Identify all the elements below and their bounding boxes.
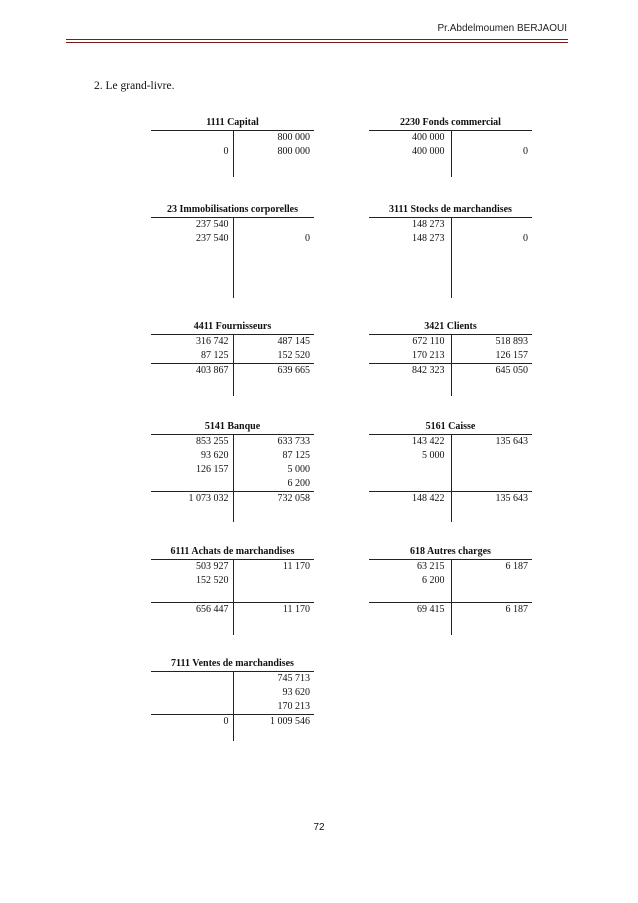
debit-cell: 0 xyxy=(223,716,229,727)
account-title: 1111 Capital xyxy=(206,117,259,128)
account-body xyxy=(151,217,314,298)
credit-cell xyxy=(233,588,315,602)
account-title: 5161 Caisse xyxy=(425,421,476,432)
debit-cell: 403 867 xyxy=(196,365,229,376)
account-body xyxy=(151,434,314,522)
debit-cell: 237 540 xyxy=(196,219,229,230)
credit-cell: 800 000 xyxy=(277,132,310,143)
account-divider xyxy=(233,435,234,522)
debit-cell: 5 000 xyxy=(422,450,445,461)
credit-cell: 5 000 xyxy=(287,464,310,475)
credit-cell: 87 125 xyxy=(282,450,310,461)
debit-cell: 0 xyxy=(223,146,229,157)
author-header: Pr.Abdelmoumen BERJAOUI xyxy=(437,23,567,34)
credit-cell: 126 157 xyxy=(495,350,528,361)
credit-cell: 6 187 xyxy=(505,604,528,615)
debit-cell xyxy=(369,588,451,602)
t-account-clients xyxy=(369,320,532,396)
account-title: 6111 Achats de marchandises xyxy=(170,546,295,557)
account-divider xyxy=(233,131,234,177)
account-divider xyxy=(451,560,452,635)
credit-cell: 518 893 xyxy=(495,336,528,347)
t-account-autres-charges xyxy=(369,545,532,635)
account-body xyxy=(151,671,314,741)
account-divider xyxy=(451,218,452,298)
credit-cell: 135 643 xyxy=(495,493,528,504)
credit-cell xyxy=(451,588,533,602)
section-title: 2. Le grand-livre. xyxy=(94,80,175,92)
debit-cell: 63 215 xyxy=(417,561,445,572)
debit-cell: 853 255 xyxy=(196,436,229,447)
debit-cell: 87 125 xyxy=(201,350,229,361)
account-body xyxy=(369,217,532,298)
credit-cell: 6 200 xyxy=(287,478,310,489)
account-body xyxy=(151,130,314,177)
account-divider xyxy=(451,435,452,522)
credit-cell: 152 520 xyxy=(277,350,310,361)
credit-cell xyxy=(451,131,533,145)
account-divider xyxy=(233,560,234,635)
debit-cell: 69 415 xyxy=(417,604,445,615)
debit-cell: 237 540 xyxy=(196,233,229,244)
credit-cell: 6 187 xyxy=(505,561,528,572)
t-account-fonds-commercial xyxy=(369,116,532,177)
account-body xyxy=(151,559,314,635)
account-divider xyxy=(451,335,452,396)
account-body xyxy=(369,434,532,522)
account-title: 7111 Ventes de marchandises xyxy=(171,658,294,669)
credit-cell xyxy=(233,574,315,588)
credit-cell: 93 620 xyxy=(282,687,310,698)
account-divider xyxy=(451,131,452,177)
credit-cell: 645 050 xyxy=(495,365,528,376)
account-title: 4411 Fournisseurs xyxy=(193,321,272,332)
debit-cell: 148 422 xyxy=(412,493,445,504)
debit-cell xyxy=(151,131,233,145)
credit-cell: 487 145 xyxy=(277,336,310,347)
t-account-ventes xyxy=(151,657,314,741)
credit-cell: 170 213 xyxy=(277,701,310,712)
credit-cell: 0 xyxy=(523,146,528,157)
debit-cell xyxy=(151,700,233,714)
debit-cell: 6 200 xyxy=(422,575,445,586)
t-account-banque xyxy=(151,420,314,522)
debit-cell xyxy=(151,686,233,700)
t-account-stocks xyxy=(369,203,532,298)
debit-cell: 126 157 xyxy=(196,464,229,475)
debit-cell xyxy=(151,477,233,491)
account-title: 2230 Fonds commercial xyxy=(400,117,501,128)
credit-cell: 1 009 546 xyxy=(270,716,310,727)
account-divider xyxy=(233,672,234,741)
page-number: 72 xyxy=(313,822,325,833)
debit-cell: 400 000 xyxy=(412,132,445,143)
credit-cell xyxy=(451,218,533,232)
debit-cell: 656 447 xyxy=(196,604,229,615)
credit-cell: 0 xyxy=(305,233,310,244)
credit-cell xyxy=(451,477,533,491)
credit-cell: 639 665 xyxy=(277,365,310,376)
debit-cell xyxy=(369,477,451,491)
t-account-immobilisations xyxy=(151,203,314,298)
account-title: 618 Autres charges xyxy=(410,546,491,557)
credit-cell: 0 xyxy=(523,233,528,244)
credit-cell: 800 000 xyxy=(277,146,310,157)
debit-cell: 316 742 xyxy=(196,336,229,347)
t-account-fournisseurs xyxy=(151,320,314,396)
t-account-capital xyxy=(151,116,314,177)
account-body xyxy=(369,334,532,396)
credit-cell xyxy=(451,463,533,477)
header-rule-thin xyxy=(66,42,568,43)
debit-cell: 143 422 xyxy=(412,436,445,447)
debit-cell: 1 073 032 xyxy=(188,493,229,504)
credit-cell: 732 058 xyxy=(277,493,310,504)
debit-cell: 148 273 xyxy=(412,233,445,244)
debit-cell: 400 000 xyxy=(412,146,445,157)
debit-cell: 503 927 xyxy=(196,561,229,572)
credit-cell: 745 713 xyxy=(277,673,310,684)
account-title: 3421 Clients xyxy=(424,321,477,332)
debit-cell: 148 273 xyxy=(412,219,445,230)
debit-cell xyxy=(151,588,233,602)
debit-cell: 93 620 xyxy=(201,450,229,461)
credit-cell: 633 733 xyxy=(277,436,310,447)
debit-cell xyxy=(369,463,451,477)
debit-cell: 152 520 xyxy=(196,575,229,586)
credit-cell: 11 170 xyxy=(282,561,310,572)
debit-cell: 672 110 xyxy=(412,336,445,347)
account-body xyxy=(369,559,532,635)
account-title: 3111 Stocks de marchandises xyxy=(389,204,512,215)
account-body xyxy=(151,334,314,396)
t-account-caisse xyxy=(369,420,532,522)
debit-cell xyxy=(151,672,233,686)
credit-cell: 11 170 xyxy=(282,604,310,615)
credit-cell xyxy=(233,218,315,232)
debit-cell: 170 213 xyxy=(412,350,445,361)
account-divider xyxy=(233,218,234,298)
debit-cell: 842 323 xyxy=(412,365,445,376)
credit-cell: 135 643 xyxy=(495,436,528,447)
account-title: 5141 Banque xyxy=(204,421,261,432)
account-divider xyxy=(233,335,234,396)
t-account-achats xyxy=(151,545,314,635)
header-rule xyxy=(66,39,568,40)
credit-cell xyxy=(451,574,533,588)
credit-cell xyxy=(451,449,533,463)
account-body xyxy=(369,130,532,177)
account-title: 23 Immobilisations corporelles xyxy=(167,204,298,215)
